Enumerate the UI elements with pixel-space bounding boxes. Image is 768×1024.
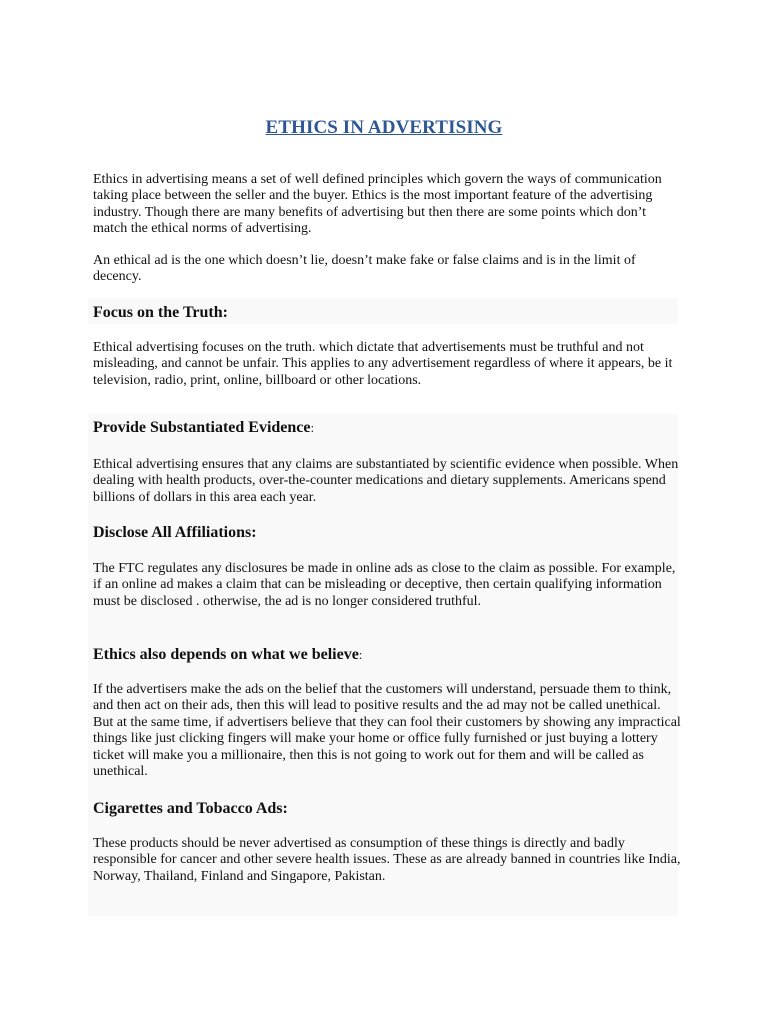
section-heading-text: Focus on the Truth:: [93, 304, 228, 321]
section-heading-text: Disclose All Affiliations:: [93, 524, 257, 541]
section-body-affiliations: The FTC regulates any disclosures be made in online ads as close to the claim as possible. For example, if an online ad makes a claim that can be misleading or deceptive, then certain qualifying information must be disclosed . otherwise, the ad is no longer considered truthful.: [93, 561, 676, 609]
section-heading-truth: [93, 304, 228, 322]
document-title: ETHICS IN ADVERTISING: [265, 117, 503, 138]
section-heading-tobacco: [93, 800, 288, 818]
section-heading-affiliations: [93, 524, 257, 542]
section-heading-evidence: [93, 419, 314, 437]
intro-paragraph-2: An ethical ad is the one which doesn’t lie, doesn’t make fake or false claims and is in the limit of decency.: [93, 253, 636, 285]
section-heading-text: Cigarettes and Tobacco Ads:: [93, 800, 288, 817]
section-body-truth: Ethical advertising focuses on the truth. which dictate that advertisements must be truthful and not misleading, and cannot be unfair. This applies to any advertisement regardless of where it appears, be it television, radio, print, online, billboard or other locations.: [93, 340, 673, 388]
section-heading-believe: [93, 646, 362, 664]
section-heading-tail: :: [310, 420, 315, 435]
section-heading-text: Ethics also depends on what we believe: [93, 646, 359, 663]
section-body-tobacco: These products should be never advertised as consumption of these things is directly and badly responsible for cancer and other severe health issues. These as are already banned in countries like India, Norway, Thailand, Finland and Singapore, Pakistan.: [93, 836, 681, 884]
section-body-evidence: Ethical advertising ensures that any claims are substantiated by scientific evidence when possible. When dealing with health products, over-the-counter medications and dietary supplements. Americans spend billions of dollars in this area each year.: [93, 457, 679, 505]
section-body-believe: If the advertisers make the ads on the belief that the customers will understand, persuade them to think, and then act on their ads, then this will lead to positive results and the ad may not be called unethical. But at the same time, if advertisers believe that they can fool their customers by showing any impractical things like just clicking fingers will make your home or office fully furnished or just buying a lottery ticket will make you a millionaire, then this is not going to work out for them and will be called as unethical.: [93, 682, 681, 780]
intro-paragraph-1: Ethics in advertising means a set of well defined principles which govern the ways of communication taking place between the seller and the buyer. Ethics is the most important feature of the advertising industry. Though there are many benefits of advertising but then there are some points which don’t match the ethical norms of advertising.: [93, 172, 662, 237]
section-heading-tail: :: [358, 647, 363, 662]
section-heading-text: Provide Substantiated Evidence: [93, 419, 311, 436]
